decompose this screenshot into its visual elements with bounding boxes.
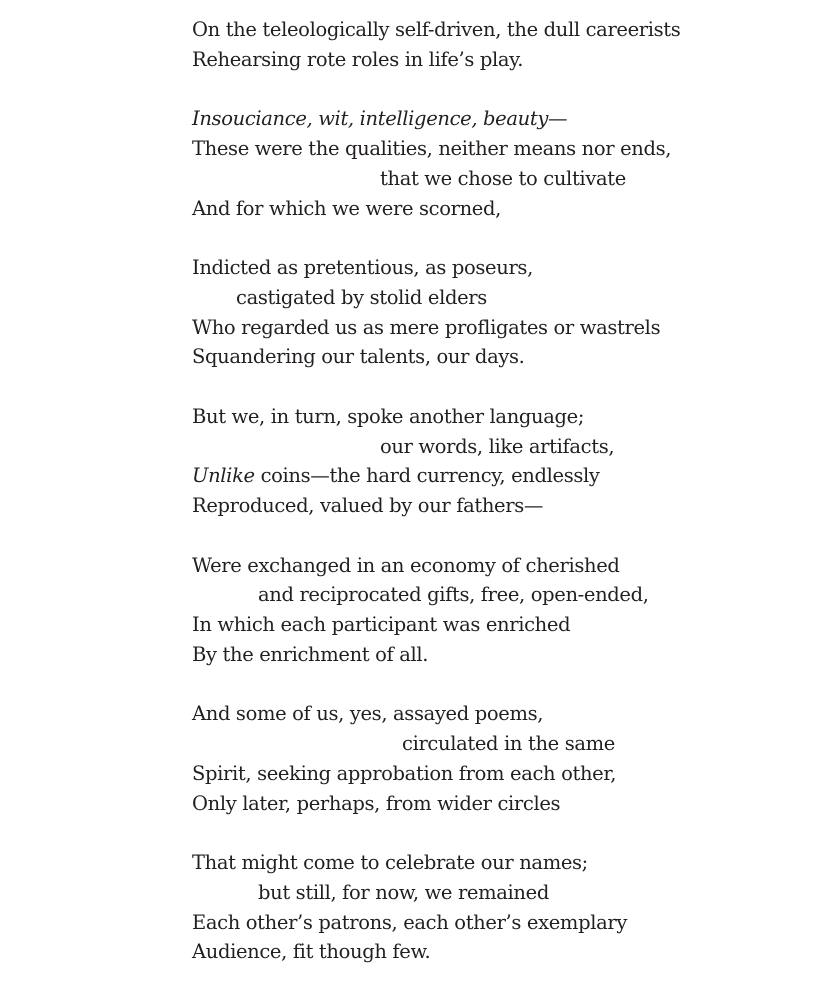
poem-line-indented: and reciprocated gifts, free, open-ended, (258, 583, 649, 607)
poem-line-indented: but still, for now, we remained (258, 880, 549, 904)
poem-line: By the enrichment of all. (192, 642, 429, 666)
poem-line-indented: circulated in the same (402, 732, 615, 755)
poem-line: And some of us, yes, assayed poems, (192, 702, 544, 726)
stanza-1 (192, 15, 792, 75)
stanza-2 (192, 104, 792, 223)
stanza-4 (192, 402, 792, 521)
poem-line: But we, in turn, spoke another language; (192, 404, 585, 428)
em-dash: — (548, 107, 568, 131)
poem-line: Spirit, seeking approbation from each other, (192, 761, 617, 785)
poem-line: Only later, perhaps, from wider circles (192, 791, 561, 815)
poem-line-indented: our words, like artifacts, (380, 434, 615, 458)
poem-line: In which each participant was enriched (192, 613, 571, 636)
poem-line: That might come to celebrate our names; (192, 851, 588, 874)
poem-line: On the teleologically self-driven, the dull careerists (192, 18, 681, 41)
poem-line: Were exchanged in an economy of cherished (192, 553, 620, 577)
poem-line: Squandering our talents, our days. (192, 345, 525, 369)
poem-line: Rehearsing rote roles in life’s play. (192, 47, 524, 71)
stanza-3 (192, 253, 792, 372)
poem-line-indented: castigated by stolid elders (236, 285, 487, 309)
poem-line: Who regarded us as mere profligates or wastrels (192, 315, 661, 339)
poem-line-indented: that we chose to cultivate (380, 166, 626, 190)
stanza-7 (192, 848, 792, 967)
poem-line: Reproduced, valued by our fathers— (192, 494, 544, 517)
line-rest: coins—the hard currency, endlessly (254, 464, 600, 488)
poem-line: These were the qualities, neither means nor ends, (192, 137, 672, 160)
poem-line: Audience, fit though few. (192, 940, 431, 964)
poem-line: Each other’s patrons, each other’s exemplary (192, 910, 628, 934)
stanza-5 (192, 551, 792, 670)
stanza-6 (192, 699, 792, 818)
italic-phrase: Insouciance, wit, intelligence, beauty (192, 107, 549, 131)
poem-line: Indicted as pretentious, as poseurs, (192, 256, 533, 279)
italic-word: Unlike (192, 464, 255, 488)
poem-body (192, 15, 792, 997)
poem-line (192, 104, 792, 134)
poem-line: And for which we were scorned, (192, 196, 501, 220)
poem-line (192, 461, 792, 491)
